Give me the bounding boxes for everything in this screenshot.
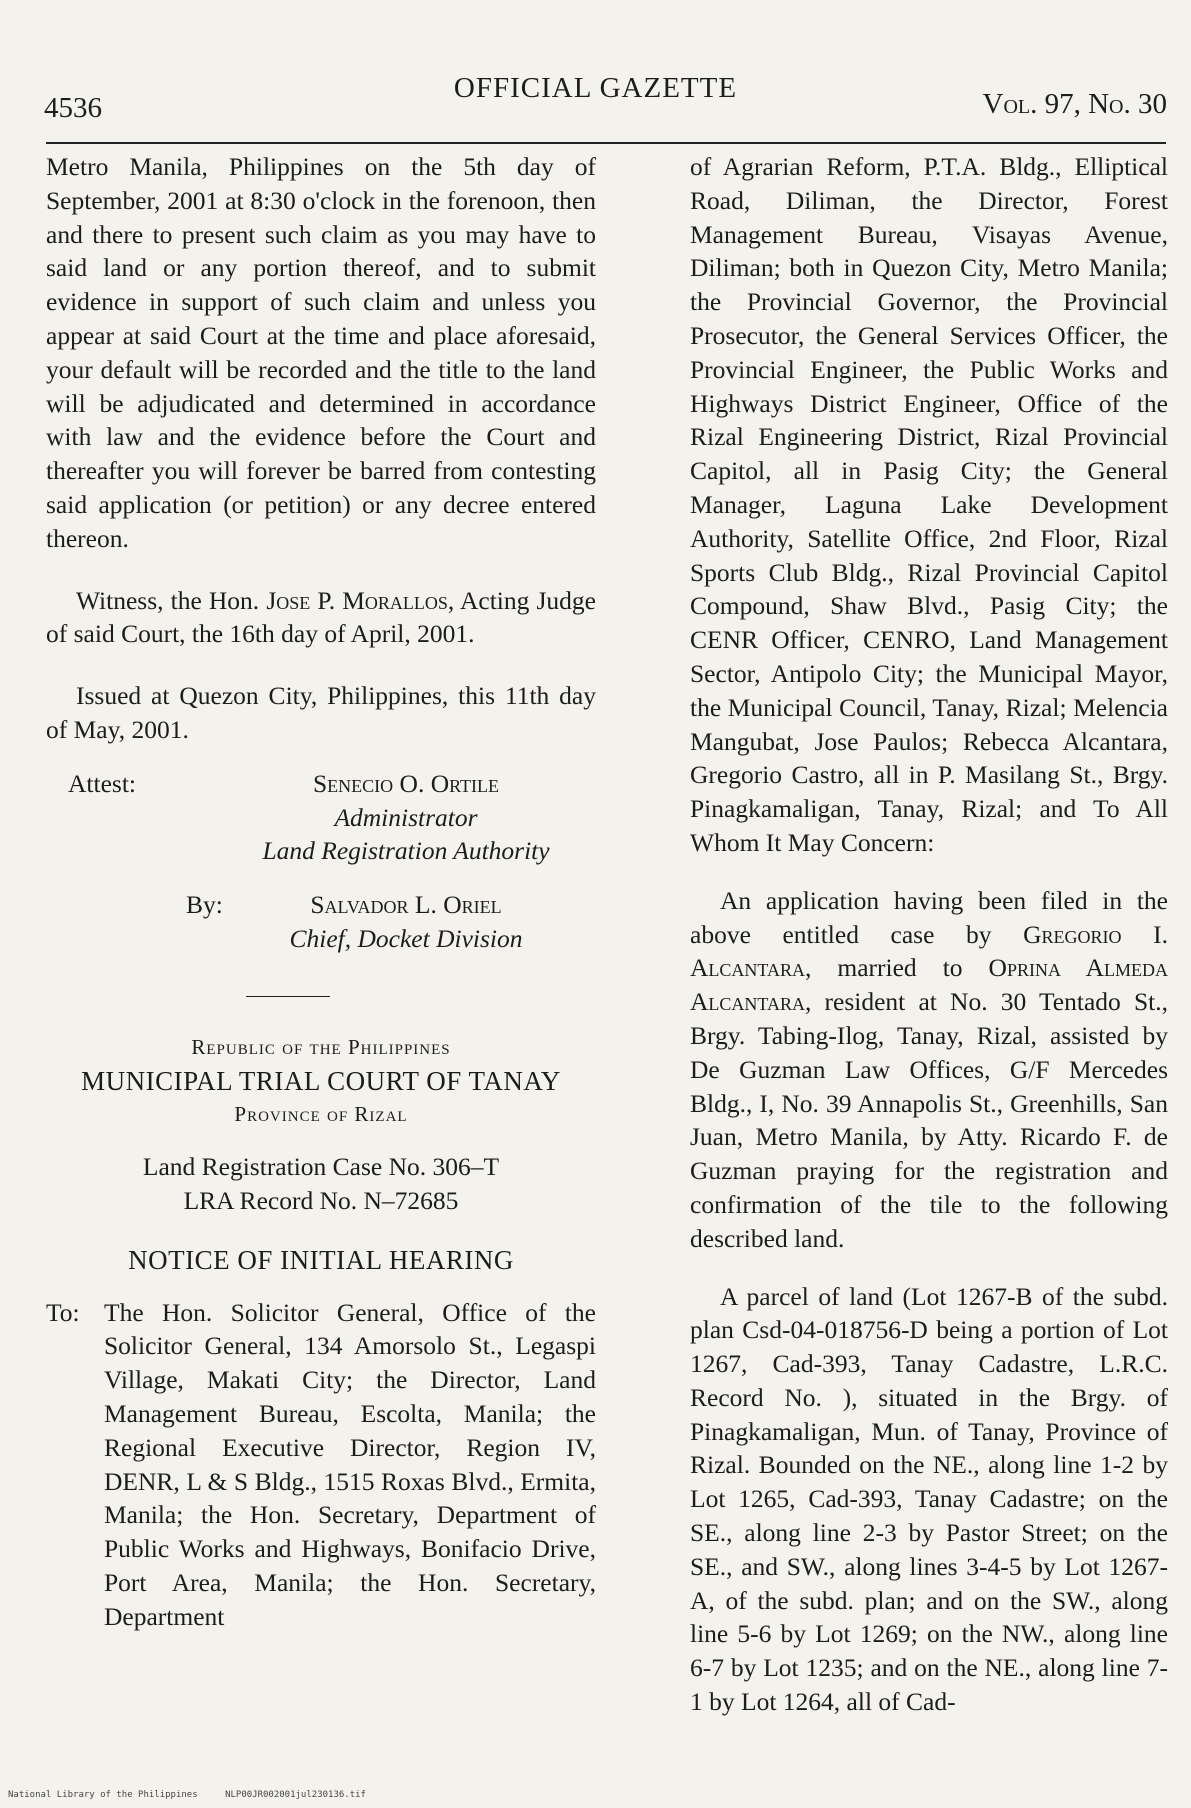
section-divider: [246, 996, 330, 997]
to-label: To:: [46, 1297, 80, 1327]
attest-label: Attest:: [68, 768, 136, 798]
spouse-name: Oprina Almeda Alcantara: [690, 953, 1168, 1017]
volume-number: Vol. 97, No. 30: [982, 88, 1167, 120]
addressees-continued: of Agrarian Reform, P.T.A. Bldg., Elliptical Road, Diliman, the Director, Forest Management Bureau, Visayas Avenue, Diliman; both in Quezon City, Metro Manila; the Provincial Governor, the Provincial Prosecutor, the General Services Officer, the Provincial Engineer, the Public Works and Highways District Engineer, Office of the Rizal Engineering District, Rizal Provincial Capitol, all in Pasig City; the General Manager, Laguna Lake Development Authority, Satellite Office, 2nd Floor, Rizal Sports Club Bldg., Rizal Provincial Capitol Compound, Shaw Blvd., Pasig City; the CENR Officer, CENRO, Land Management Sector, Antipolo City; the Municipal Mayor, the Municipal Council, Tanay, Rizal; Melencia Mangubat, Jose Paulos; Rebecca Alcantara, Gregorio Castro, all in P. Masilang St., Brgy. Pinagkamaligan, Tanay, Rizal; and To All Whom It May Concern:: [690, 152, 1168, 857]
attest-title: Administrator: [334, 802, 478, 832]
to-addressees: The Hon. Solicitor General, Office of the Solicitor General, 134 Amorsolo St., Legaspi Village, Makati City; the Director, Land Management Bureau, Escolta, Manila; the Regional Executive Director, Region IV, DENR, L & S Bldg., 1515 Roxas Blvd., Ermita, Manila; the Hon. Secretary, Department of Public Works and Highways, Bonifacio Drive, Port Area, Manila; the Hon. Secretary, Department: [104, 1297, 596, 1631]
attest-authority: Land Registration Authority: [262, 836, 550, 866]
lra-record-number: LRA Record No. N–72685: [183, 1185, 459, 1215]
notice-paragraph: Metro Manila, Philippines on the 5th day of September, 2001 at 8:30 o'clock in the forenoon, then and there to present such claim as you may have to said land or any portion thereof, and to submit evidence in support of such claim and unless you appear at said Court at the time and place aforesaid, your default will be recorded and the title to the land will be adjudicated and determined in accordance with law and the evidence before the Court and thereafter you will forever be barred from contesting said application (or petition) or any decree entered thereon.: [46, 152, 596, 553]
to-address: [46, 1296, 596, 1634]
court-heading: MUNICIPAL TRIAL COURT OF TANAY: [81, 1065, 561, 1096]
by-title: Chief, Docket Division: [289, 923, 523, 953]
scan-filename: NLP00JR002001jul230136.tif: [225, 1790, 366, 1800]
application-paragraph: An application having been filed in the above entitled case by Gregorio I. Alcantara, married to Oprina Almeda Alcantara, resident at No. 30 Tentado St., Brgy. Tabing-Ilog, Tanay, Rizal, assisted by De Guzman Law Offices, G/F Mercedes Bldg., I, No. 39 Annapolis St., Greenhills, San Juan, Metro Manila, by Atty. Ricardo F. de Guzman praying for the registration and confirmation of the tile to the following described land.: [690, 885, 1168, 1253]
province-heading: Province of Rizal: [234, 1102, 408, 1127]
judge-name: Jose P. Morallos: [266, 585, 448, 615]
scan-footer: [8, 1790, 388, 1800]
witness-paragraph: Witness, the Hon. Jose P. Morallos, Acting Judge of said Court, the 16th day of April, 2001.: [46, 585, 596, 649]
header-rule: [46, 142, 1166, 144]
republic-heading: Republic of the Philippines: [191, 1034, 451, 1059]
applicant-name: Gregorio I. Alcantara: [690, 919, 1168, 983]
left-column: [46, 150, 596, 1633]
parcel-description: A parcel of land (Lot 1267-B of the subd. plan Csd-04-018756-D being a portion of Lot 1267, Cad-393, Tanay Cadastre, L.R.C. Record No. ), situated in the Brgy. of Pinagkamaligan, Mun. of Tanay, Province of Rizal. Bounded on the NE., along line 1-2 by Lot 1265, Cad-393, Tanay Cadastre; on the SE., along line 2-3 by Pastor Street; on the SE., and SW., along lines 3-4-5 by Lot 1267-A, of the subd. plan; and on the SW., along line 5-6 by Lot 1269; on the NW., along line 6-7 by Lot 1235; and on the NE., along line 7-1 by Lot 1264, all of Cad-: [690, 1281, 1168, 1717]
by-name: Salvador L. Oriel: [310, 890, 502, 920]
attest-name: Senecio O. Ortile: [312, 768, 500, 798]
publication-title: OFFICIAL GAZETTE: [453, 72, 738, 104]
page-number: 4536: [44, 92, 102, 124]
right-column: [690, 150, 1168, 1719]
by-label: By:: [186, 890, 223, 920]
notice-title: NOTICE OF INITIAL HEARING: [128, 1244, 514, 1275]
issued-paragraph: Issued at Quezon City, Philippines, this 11th day of May, 2001.: [46, 681, 596, 744]
attest-signature: [46, 767, 596, 868]
case-number: Land Registration Case No. 306–T: [142, 1152, 500, 1182]
by-signature: [46, 888, 596, 956]
library-credit: National Library of the Philippines: [8, 1790, 198, 1800]
